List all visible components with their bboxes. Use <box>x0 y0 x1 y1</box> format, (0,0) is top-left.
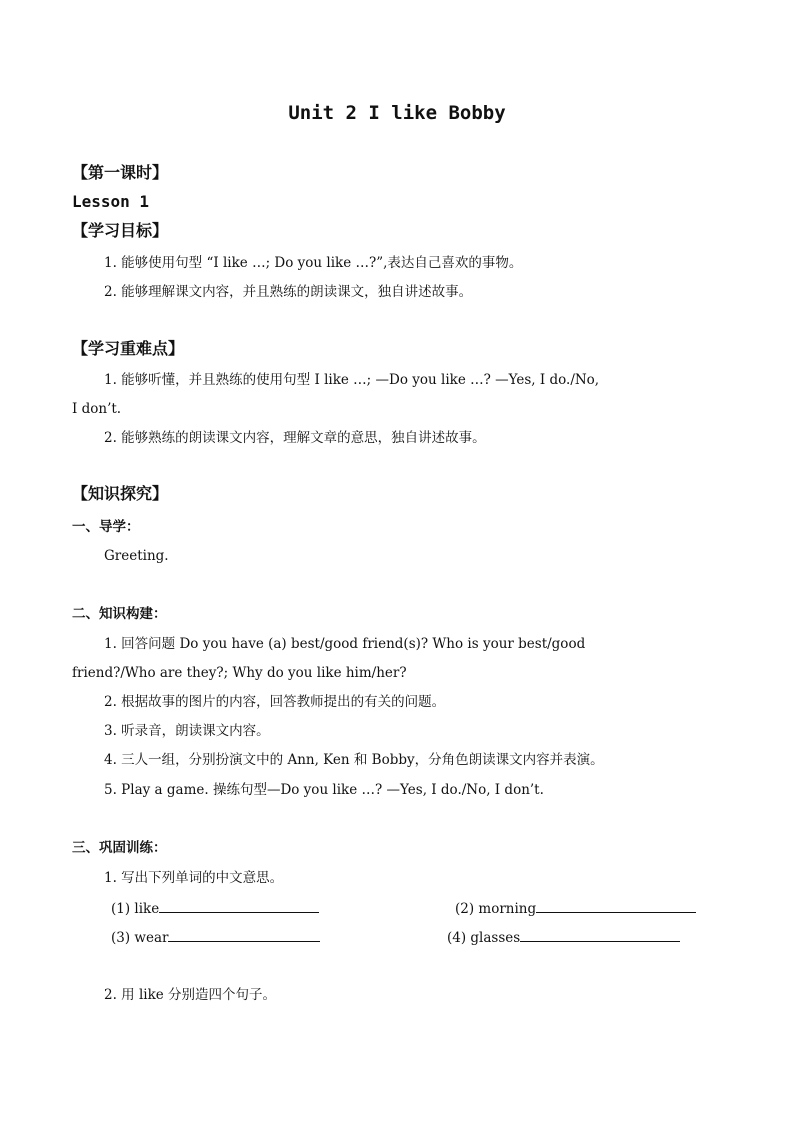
word-label: (2) morning <box>455 901 537 917</box>
word-label: (1) like <box>111 901 160 917</box>
key-point-item-continued: I don’t. <box>72 401 122 417</box>
word-label: (4) glasses <box>447 930 521 946</box>
explore-heading: 【知识探究】 <box>72 484 169 503</box>
answer-blank[interactable] <box>520 927 680 942</box>
word-item <box>447 927 680 947</box>
page-title: Unit 2 I like Bobby <box>288 102 506 124</box>
build-item-continued: friend?/Who are they?; Why do you like him/her? <box>72 665 407 681</box>
build-item: 1. 回答问题 Do you have (a) best/good friend(s)? Who is your best/good <box>104 636 586 652</box>
guide-heading: 一、导学： <box>72 519 140 535</box>
answer-blank[interactable] <box>168 927 320 942</box>
word-item <box>111 927 320 947</box>
lesson-label: Lesson 1 <box>72 192 150 211</box>
objective-item: 1. 能够使用句型 “I like …; Do you like …?”,表达自己喜欢的事物。 <box>104 255 523 271</box>
objectives-heading: 【学习目标】 <box>72 221 169 240</box>
word-item <box>111 898 319 918</box>
key-point-item: 1. 能够听懂，并且熟练的使用句型 I like …; —Do you like …? —Yes, I do./No, <box>104 372 600 388</box>
period-heading: 【第一课时】 <box>72 163 169 182</box>
build-item: 5. Play a game. 操练句型—Do you like …? —Yes, I do./No, I don’t. <box>104 782 544 798</box>
build-heading: 二、知识构建： <box>72 606 167 622</box>
build-item: 2. 根据故事的图片的内容，回答教师提出的有关的问题。 <box>104 694 446 710</box>
guide-text: Greeting. <box>104 548 169 564</box>
word-item <box>455 898 696 918</box>
build-item: 3. 听录音，朗读课文内容。 <box>104 723 270 739</box>
answer-blank[interactable] <box>536 898 696 913</box>
word-label: (3) wear <box>111 930 169 946</box>
build-item: 4. 三人一组，分别扮演文中的 Ann, Ken 和 Bobby，分角色朗读课文内容并表演。 <box>104 752 604 768</box>
practice-question: 2. 用 like 分别造四个句子。 <box>104 987 277 1003</box>
key-point-item: 2. 能够熟练的朗读课文内容，理解文章的意思，独自讲述故事。 <box>104 430 486 446</box>
objective-item: 2. 能够理解课文内容，并且熟练的朗读课文，独自讲述故事。 <box>104 284 473 300</box>
practice-heading: 三、巩固训练： <box>72 840 167 856</box>
answer-blank[interactable] <box>159 898 319 913</box>
key-points-heading: 【学习重难点】 <box>72 339 185 358</box>
practice-question: 1. 写出下列单词的中文意思。 <box>104 870 284 886</box>
